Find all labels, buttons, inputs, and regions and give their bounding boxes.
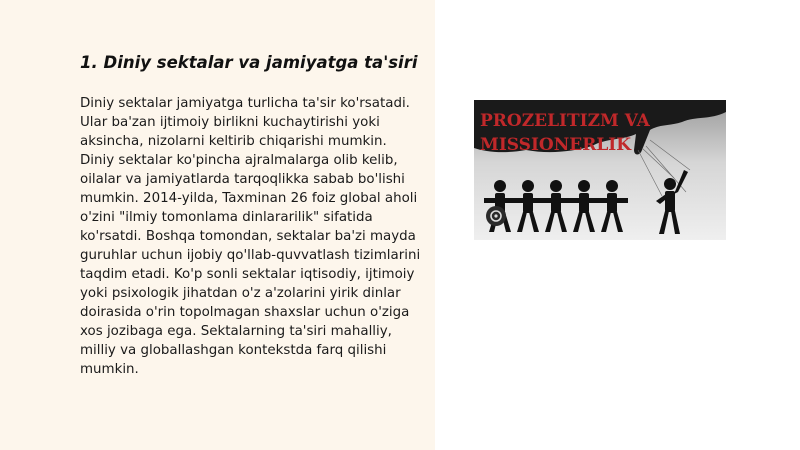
image-caption-line2: MISSIONERLIK [480, 135, 632, 155]
puppet-illustration [474, 100, 726, 240]
camera-lens-icon[interactable] [486, 206, 506, 226]
slide-title: 1. Diniy sektalar va jamiyatga ta'siri [80, 53, 418, 72]
image-caption-line1: PROZELITIZM VA [480, 111, 650, 131]
illustration-image [474, 100, 726, 240]
slide-paragraph: Diniy sektalar jamiyatga turlicha ta'sir ko'rsatadi. Ular ba'zan ijtimoiy birlikni kuchaytirishi yoki aksincha, nizolarni keltirib chiqarishi mumkin. Diniy sektalar ko'pincha ajralmalarga olib kelib, oilalar va jamiyatlarda tarqoqlikka sabab bo'lishi mumkin. 2014-yilda, Taxminan 26 foiz global aholi o'zini "ilmiy tomonlama dinlararilik" sifatida ko'rsatdi. Boshqa tomondan, sektalar ba'zi mayda guruhlar uchun ijobiy qo'llab-quvvatlash tizimlarini taqdim etadi. Ko'p sonli sektalar iqtisodiy, ijtimoiy yoki psixologik jihatdan o'z a'zolarini yirik dinlar doirasida o'rin topolmagan shaxslar uchun o'ziga xos jozibaga ega. Sektalarning ta'siri mahalliy, milliy va globallashgan kontekstda farq qilishi mumkin. [80, 96, 421, 377]
